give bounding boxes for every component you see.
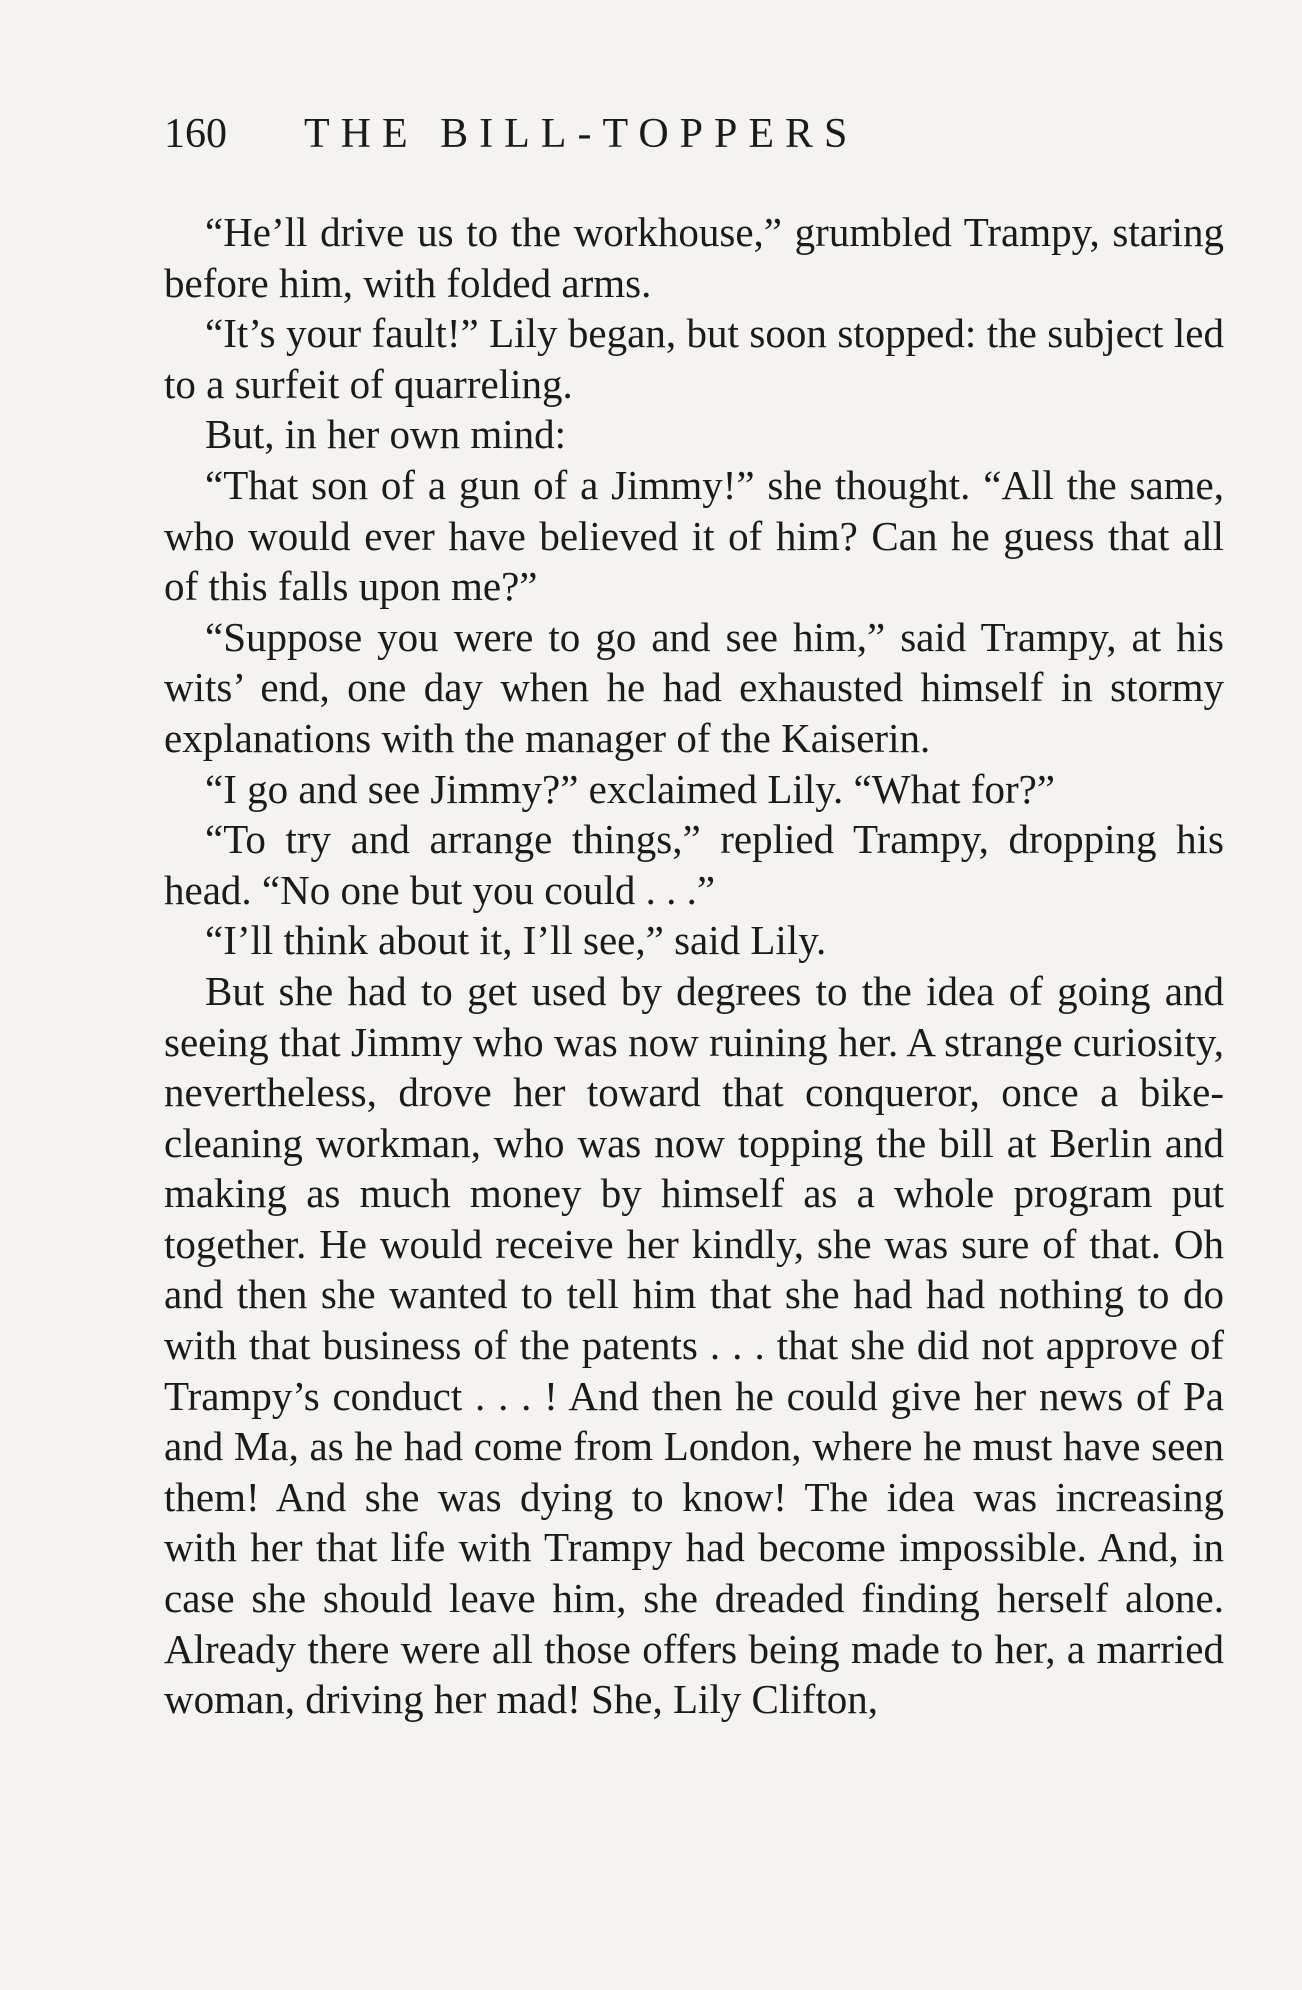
running-head	[164, 104, 1224, 164]
paragraph-3: But, in her own mind:	[205, 411, 567, 458]
paragraph-9: But she had to get used by degrees to the idea of going and seeing that Jimmy who was now ruining her. A strange curiosity, nevertheless, drove her toward that conqueror, once a bike-cleaning workman, who was now topping the bill at Berlin and making as much money by himself as a whole program put together. He would receive her kindly, she was sure of that. Oh and then she wanted to tell him that she had had nothing to do with that business of the patents . . . that she did not approve of Trampy’s conduct . . . ! And then he could give her news of Pa and Ma, as he had come from London, where he must have seen them! And she was dying to know! The idea was increasing with her that life with Trampy had become impossible. And, in case she should leave him, she dreaded finding herself alone. Already there were all those offers being made to her, a married woman, driving her mad! She, Lily Clifton,	[164, 967, 1224, 1723]
paragraph-2: “It’s your fault!” Lily began, but soon stopped: the subject led to a surfeit of quarreling.	[164, 310, 1224, 407]
paragraph-1: “He’ll drive us to the workhouse,” grumbled Trampy, staring before him, with folded arms.	[164, 209, 1224, 306]
paragraph-6: “I go and see Jimmy?” exclaimed Lily. “What for?”	[205, 765, 1055, 812]
paragraph-4: “That son of a gun of a Jimmy!” she thought. “All the same, who would ever have believed it of him? Can he guess that all of this falls upon me?”	[164, 461, 1224, 610]
page-number: 160	[164, 111, 227, 157]
running-title: THE BILL-TOPPERS	[304, 111, 859, 157]
paragraph-7: “To try and arrange things,” replied Trampy, dropping his head. “No one but you could . . .”	[164, 816, 1224, 913]
body-text	[164, 207, 1224, 1725]
paragraph-8: “I’ll think about it, I’ll see,” said Lily.	[205, 917, 827, 964]
paragraph-5: “Suppose you were to go and see him,” said Trampy, at his wits’ end, one day when he had exhausted himself in stormy explanations with the manager of the Kaiserin.	[164, 613, 1224, 761]
